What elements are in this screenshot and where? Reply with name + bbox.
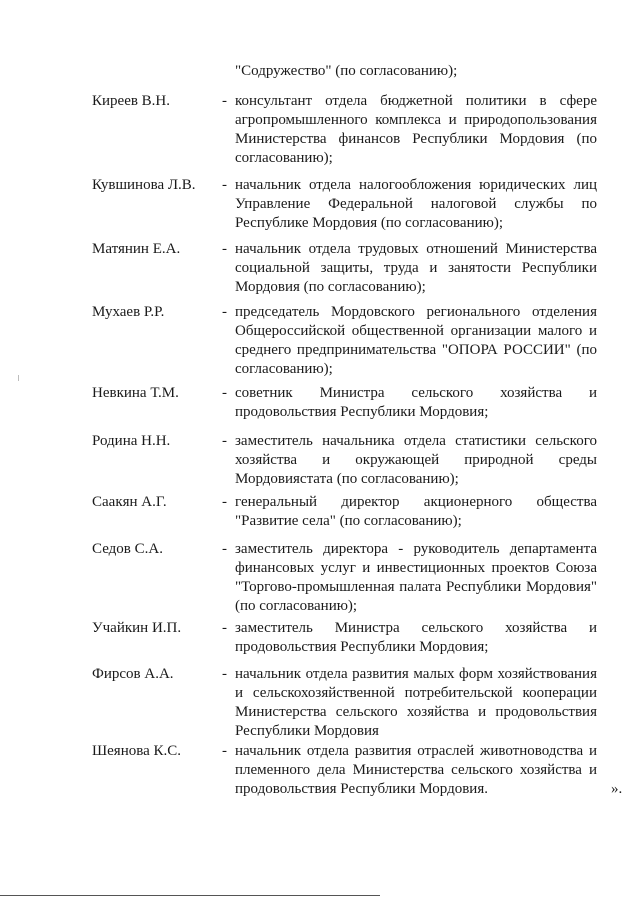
- member-position: начальник отдела развития малых форм хозяйствования и сельскохозяйственной потребительской кооперации Министерства сельского хозяйства и продовольствия Республики Мордовия: [235, 666, 597, 739]
- member-position: заместитель директора - руководитель департамента финансовых услуг и инвестиционных проектов Союза "Торгово-промышленная палата Республики Мордовия" (по согласованию);: [235, 541, 597, 614]
- entry-dash: -: [222, 541, 227, 557]
- member-position: начальник отдела развития отраслей животноводства и племенного дела Министерства сельского хозяйства и продовольствия Республики Мордовия.: [235, 743, 597, 797]
- member-name: Седов С.А.: [92, 541, 163, 557]
- member-position: председатель Мордовского регионального отделения Общероссийской общественной организации малого и среднего предпринимательства "ОПОРА РОССИИ" (по согласованию);: [235, 304, 597, 377]
- entry-dash: -: [222, 241, 227, 257]
- member-position: консультант отдела бюджетной политики в сфере агропромышленного комплекса и природопользования Министерства финансов Республики Мордовия (по согласованию);: [235, 93, 597, 166]
- member-position: заместитель Министра сельского хозяйства и продовольствия Республики Мордовия;: [235, 620, 597, 655]
- entry-dash: -: [222, 494, 227, 510]
- entry-dash: -: [222, 620, 227, 636]
- entry-dash: -: [222, 304, 227, 320]
- entry-dash: -: [222, 93, 227, 109]
- member-name: Учайкин И.П.: [92, 620, 182, 636]
- entry-dash: -: [222, 177, 227, 193]
- member-name: Кувшинова Л.В.: [92, 177, 196, 193]
- member-name: Саакян А.Г.: [92, 494, 167, 510]
- member-position: начальник отдела налогообложения юридических лиц Управление Федеральной налоговой службы по Республике Мордовия (по согласованию);: [235, 177, 597, 231]
- closing-quote: ».: [611, 781, 623, 797]
- continuation-text: "Содружество" (по согласованию);: [235, 63, 458, 79]
- member-position: начальник отдела трудовых отношений Министерства социальной защиты, труда и занятости Республики Мордовия (по согласованию);: [235, 241, 597, 295]
- entry-dash: -: [222, 385, 227, 401]
- footer-divider: [0, 895, 380, 896]
- entry-dash: -: [222, 433, 227, 449]
- member-name: Фирсов А.А.: [92, 666, 174, 682]
- member-position: генеральный директор акционерного общества "Развитие села" (по согласованию);: [235, 494, 597, 529]
- entry-dash: -: [222, 666, 227, 682]
- member-name: Мухаев Р.Р.: [92, 304, 165, 320]
- member-position: заместитель начальника отдела статистики сельского хозяйства и окружающей природной среды Мордовиястата (по согласованию);: [235, 433, 597, 487]
- entry-dash: -: [222, 743, 227, 759]
- member-name: Киреев В.Н.: [92, 93, 171, 109]
- member-name: Родина Н.Н.: [92, 433, 171, 449]
- member-position: советник Министра сельского хозяйства и продовольствия Республики Мордовия;: [235, 385, 597, 420]
- member-name: Невкина Т.М.: [92, 385, 179, 401]
- member-name: Шеянова К.С.: [92, 743, 182, 759]
- scan-artifact: [18, 375, 19, 381]
- member-name: Матянин Е.А.: [92, 241, 181, 257]
